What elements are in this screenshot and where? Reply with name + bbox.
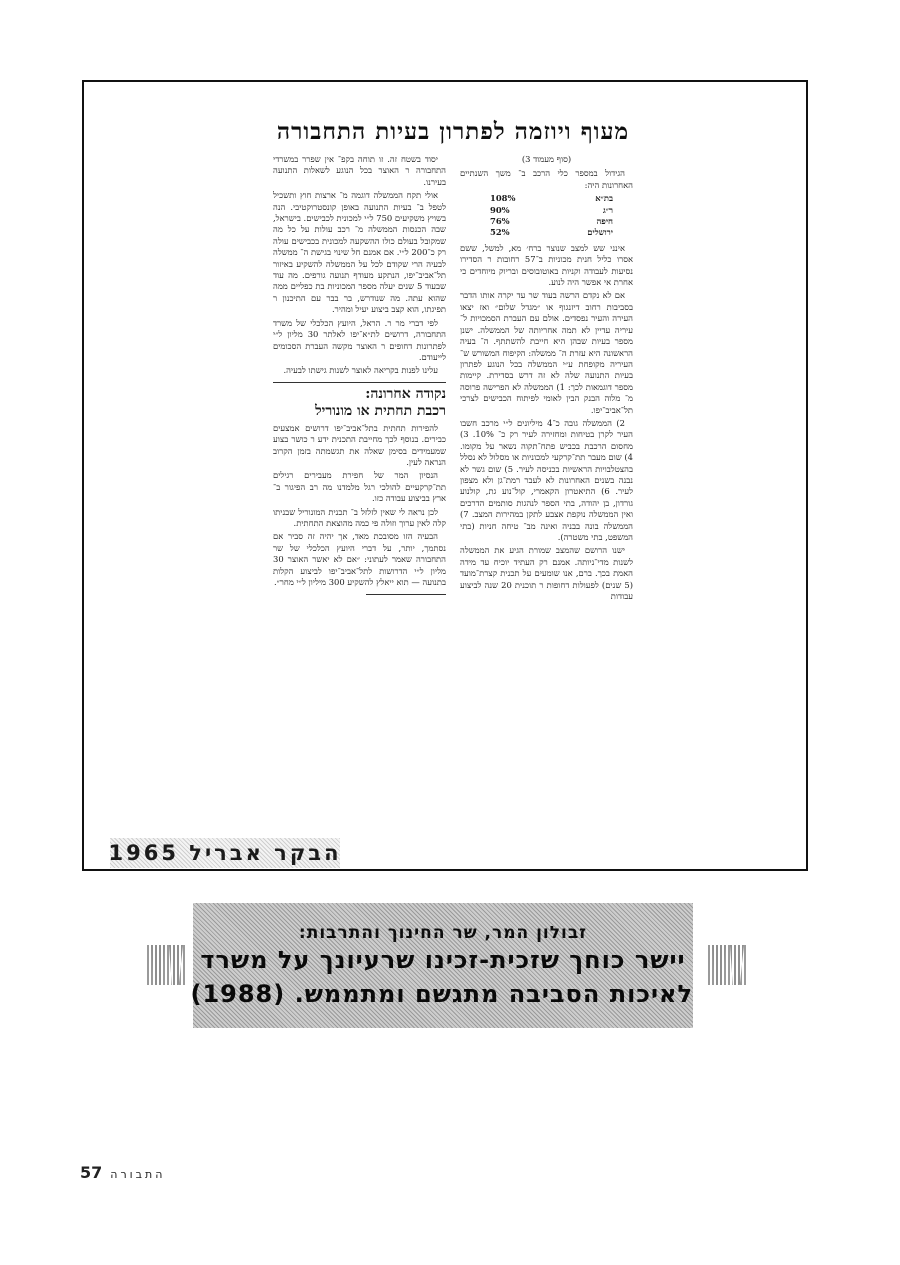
quote-attribution: זבולון המר, שר החינוך והתרבות:: [298, 923, 588, 943]
article-paragraph: הנסיון המר של חפירת מעבירים רגילים תת־קרקעיים להולכי רגל מלמדנו מה רב הפיגור ב־ ארץ בביצוע עבודה כזו.: [273, 470, 446, 504]
page-number: 57: [80, 1163, 103, 1182]
stats-intro: הגידול במספר כלי הרכב ב־ משך השנתיים האחרונות היה:: [460, 168, 633, 190]
stat-row: [460, 205, 633, 216]
article-paragraph: אם לא נקדם הרשה בעוד שר עד יקרה אותו הדבר בסביבות רחוב דיזנגוף או ״מגדל שלום״ ואז יצאו העירה והעיר נפסדים. אולם עם העברת הסמכויות ל־ עיריה עדיין לא תמה אחריותה של הממשלה. ישנן מספר בעיות שבהן היא חייבת להשתתף. ה־ בעיה הראשונה היא עזרת ה־ ממשלה: הקיפוח המשורש ש־ העיריה מקופחת ע״י הממשלה בכל הנוגע לפתרון בעיות התנועה שלה לא זה דרש בסדירת. קיימות מספר דוגמאות לכך: 1) הממשלה לא הפרישה פרוסה מ־ מלוה הבנק הבין לאומי לפיתוח הכבישים לצרכי תל־אביב־יפו.: [460, 290, 633, 415]
article-columns: [273, 154, 633, 828]
article-paragraph: יסוד בשטח זה. זו תוחה בקפ־ אין שפרר במשרדי התחבורה ר האוצר בכל הנוגע לשאלות התנועה בעירנו.: [273, 154, 446, 187]
article-paragraph: אולי תקח הממשלה דוגמה מ־ ארצות חוץ ותשכיל לטפל ב־ בעיות התנועה באופן קונסטרוקטיבי. הנה בשויץ משקיעים 750 ל״י למכונית לכבישים. בישראל, שבה הכנסות הממשלה מ־ רכב עולות על כל מה שמקובל בעולם כולו ההשקעה למכונית בכבישים עולה רק כ־200 ל״י. אם אמנם חל שינוי בגישת ה־ ממשלה לבעיה הרי שקודם לכל על הממשלה להשקיע באיזור תל־אביב־יפו, הנתקע מעודף תנועה גורפים. מה עוד שבעוד 5 שנים יעלה מספר המכוניות בת כפליים ממה שהוא עתה. מה שנודרש, בר בבר עם התיכנון ר תפיגתו, הוא קצב ביצוע יעיל ומהיר.: [273, 190, 446, 315]
article-paragraph: אינני שש למצב שנוצר ברח׳ מא, למשל, ששם אסרו כליל חנית מכוניות ב־57 רחובות ר הסדירו נסיעות לעבודה וקניות באוטובוסים ובריוק מיוחדים כי אחרת אי אפשר היה לנוע.: [460, 242, 633, 288]
article-subhead: נקודה אחרונה:: [273, 382, 446, 402]
stat-city: ירושלים: [587, 227, 613, 238]
quote-line: לאיכות הסביבה מתגשם ומתממש. (1988): [190, 980, 693, 1008]
stat-row: [460, 227, 633, 238]
stat-city: בת״א: [595, 193, 613, 204]
date-stamp-text: הבקר אבריל 1965: [108, 841, 342, 865]
article-paragraph: 2) הממשלה גובה כ־4 מיליונים ל״י מרכב חשבו העיר לקרן בטיחות ומחזירה לעיר רק כ־ 10%. 3) מחסום הרכבת בכביש פתח־תקוה נשאר על מקומו. 4) שום מעבר תת־קרקעי למכוניות או מסלול לא נסלל בהצטלבויות הראשיות בכניסה לעיר. 5) שום גשר לא נבנה בשנים האחרונות לא לעבר רמת־גן ולא מצפון לעיר. 6) התיאטרון הקאמרי, קול־נוע גת, קולנוע גורדון, בן יהודה, בתי הספר לנהגות סותמים הדרכים ואין הממשלה נוקפת אצבע לתקן במהירות המצב. 7) הממשלה בונה בבניה ואינה מב־ טיחה חניות (בתי המשפט, בתי משטרה).: [460, 417, 633, 542]
article-paragraph: לכן נראה לי שאין לזלזל ב־ תכנית המונוריל שבניתו קלה לאין ערוך וזולה פי כמה מהוצאת התחתית.: [273, 506, 446, 528]
article-paragraph: להפירות תחתית בתל־אביב־יפו דרושים אמצעים כבירים. בנוסף לכך מחייבת התכנית ידע ר כושר בצוע שמעמידים בסימן שאלה את תגשמתה בזמן הקרוב הנראה לעין.: [273, 422, 446, 467]
article-column-left: [273, 154, 446, 828]
newspaper-clipping: [273, 118, 633, 828]
publication-label: התבורה: [110, 1168, 166, 1181]
stat-row: [460, 216, 633, 227]
article-paragraph: ישנו הרושם שהמצב שמורת הגיע את הממשלה לשנות מדי־ניותה. אמנם רק העתיד יוכיח עד מידה האמת בכך. ברם, אנו שומעים על תכנית קצרת־מועד (5 שנים) לפעולות דחופות ר תוכנית 20 שנה לביצוע עבודות: [460, 545, 633, 602]
stat-row: [460, 193, 633, 204]
article-column-right: [460, 154, 633, 828]
open-quote-icon: [147, 945, 187, 985]
stat-percent: 76%: [490, 216, 510, 227]
stat-city: ר״ג: [602, 204, 613, 215]
page-folio: [80, 1163, 165, 1182]
column-end-rule: [366, 594, 446, 595]
stat-city: חיפה: [596, 216, 613, 227]
article-paragraph: הבעיה הזו מסובכת מאד, אך יהיה זה סביר אם נסתמך, יותר, על דברי היועץ הכלכלי של שר התחבורה שאמר לעתוני: ״אם לא יאשר האוצר 30 מליון ל״י הדרושות לתל־אביב־יפו לביצוע הקלות בתנועה — תוא ייאלץ להשקיע 300 מיליון ל״י מחר״.: [273, 531, 446, 587]
article-paragraph: עלינו לפנות בקריאה לאוצר לשנות גישתו לבעיה.: [283, 365, 438, 376]
newspaper-date-stamp: [110, 838, 340, 868]
article-headline: מעוף ויוזמה לפתרון בעיות התחבורה: [276, 118, 630, 145]
article-paragraph: לפי דברי מר ר. הראל, היועץ הכלכלי של משרד התחבורה, דרושים לת״א־יפו לאלתר 30 מליון ל״י לפתרונות דחופים ר האוצר מקשה העברת הסכומים לייעודם.: [273, 317, 446, 362]
quote-line: יישר כוחך שזכית-זכינו שרעיונך על משרד: [200, 946, 686, 974]
stat-percent: 90%: [490, 204, 510, 215]
stat-percent: 52%: [490, 227, 510, 238]
article-subhead: רכבת תחתית או מונוריל: [315, 402, 446, 419]
source-note: (סוף מעמוד 3): [521, 154, 572, 164]
growth-stats: [460, 193, 633, 239]
pull-quote: [190, 903, 693, 1028]
close-quote-icon: [708, 945, 748, 985]
stat-percent: 108%: [490, 193, 516, 204]
